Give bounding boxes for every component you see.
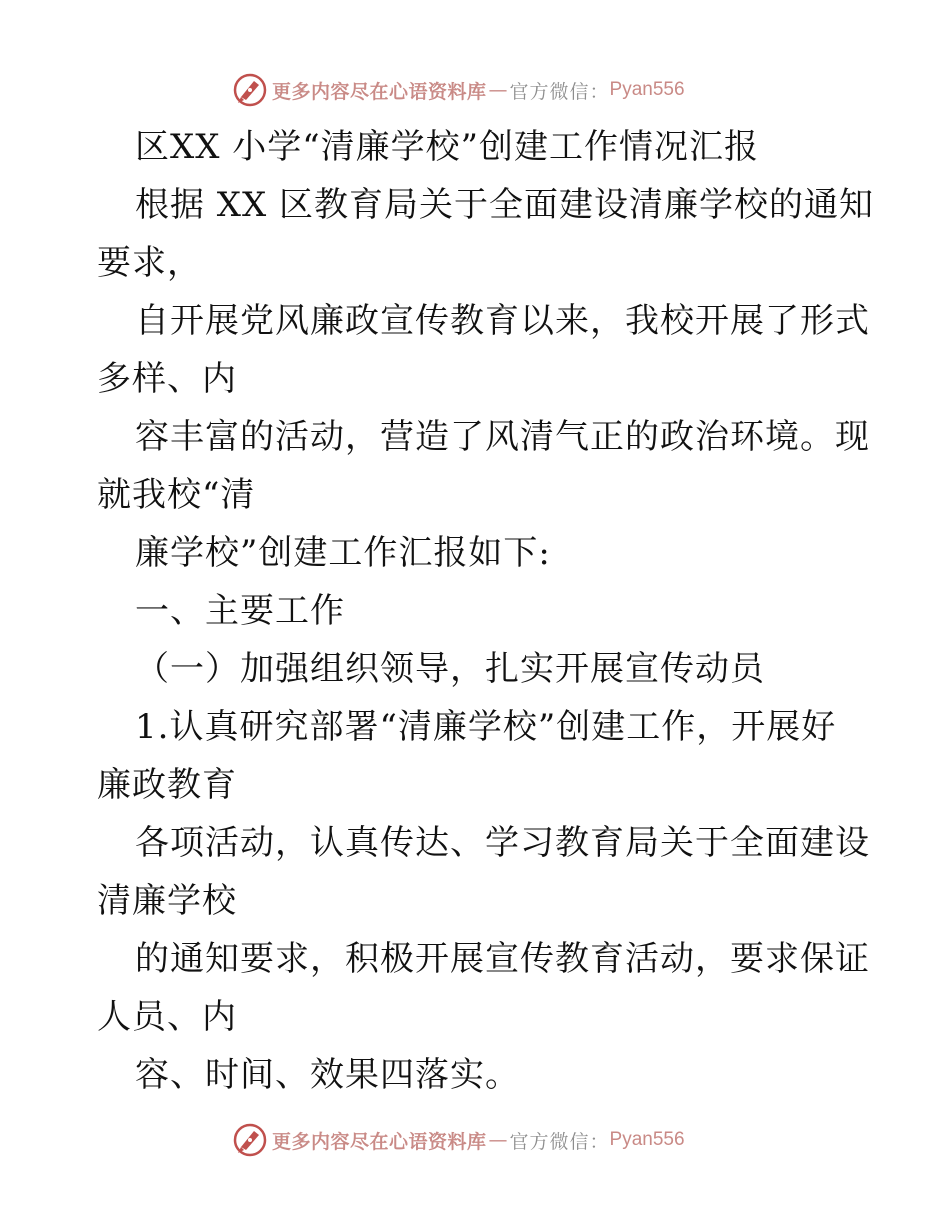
document-line: 1.认真研究部署“清廉学校”创建工作，开展好: [135, 707, 837, 747]
document-line: （一）加强组织领导，扎实开展宣传动员: [135, 649, 765, 689]
watermark-wechat-id: Pyan556: [609, 79, 685, 100]
document-line: 就我校“清: [97, 475, 256, 515]
watermark-site-text: 更多内容尽在心语资料库: [272, 80, 487, 103]
document-line: 要求，: [97, 243, 202, 283]
document-line: 根据 XX 区教育局关于全面建设清廉学校的通知: [135, 185, 875, 225]
watermark-dash: —: [488, 79, 508, 101]
watermark-official-label: 官方微信：: [509, 1130, 610, 1153]
document-line: 廉政教育: [97, 765, 237, 805]
pen-nib-circle-icon: [232, 72, 268, 108]
document-line: 廉学校”创建工作汇报如下:: [135, 533, 551, 573]
document-line: 容、时间、效果四落实。: [135, 1055, 520, 1095]
document-line: 多样、内: [97, 359, 237, 399]
document-line: 容丰富的活动，营造了风清气正的政治环境。现: [135, 417, 870, 457]
document-line: 区XX 小学“清廉学校”创建工作情况汇报: [135, 127, 759, 167]
document-line: 人员、内: [97, 997, 237, 1037]
watermark-wechat-id: Pyan556: [609, 1129, 685, 1150]
watermark-site-text: 更多内容尽在心语资料库: [272, 1130, 487, 1153]
footer-watermark: [232, 1120, 685, 1160]
watermark-dash: —: [488, 1129, 508, 1151]
document-body: [97, 118, 875, 1104]
document-line: 各项活动，认真传达、学习教育局关于全面建设: [135, 823, 870, 863]
watermark-official-label: 官方微信：: [509, 80, 610, 103]
document-line: 的通知要求，积极开展宣传教育活动，要求保证: [135, 939, 870, 979]
document-line: 清廉学校: [97, 881, 237, 921]
header-watermark: [232, 70, 685, 110]
pen-nib-circle-icon: [232, 1122, 268, 1158]
document-line: 自开展党风廉政宣传教育以来，我校开展了形式: [135, 301, 870, 341]
document-line: 一、主要工作: [135, 591, 345, 631]
